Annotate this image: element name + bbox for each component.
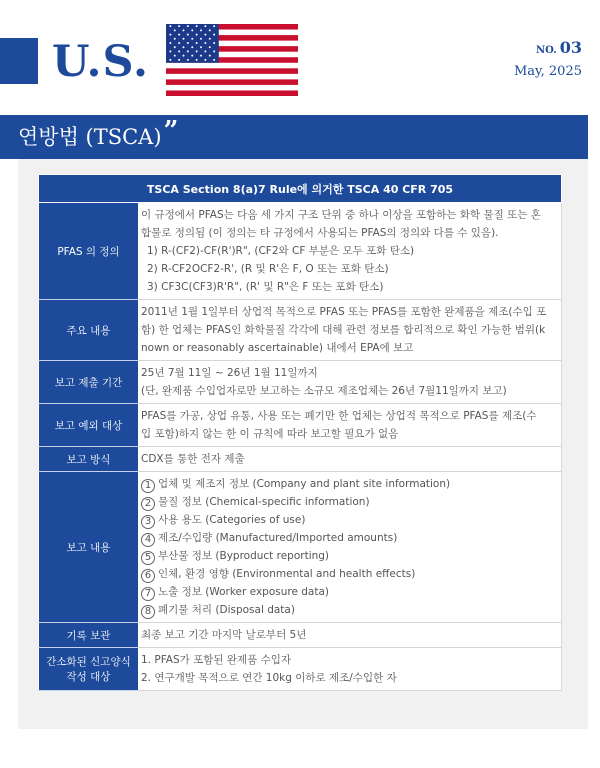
flag-star — [196, 59, 198, 61]
content-line: 입 포함)하지 않는 한 이 규칙에 따라 보고할 필요가 없음 — [141, 428, 399, 440]
flag-star — [196, 34, 198, 36]
report-item-text: 제조/수입량 (Manufactured/Imported amounts) — [158, 532, 398, 544]
row-label-line: 간소화된 신고양식 — [46, 656, 131, 668]
tsca-info-table — [38, 174, 562, 691]
content-line: 함) 한 업체는 PFAS인 화학물질 각각에 대해 관련 정보를 합리적으로 확인 가능한 범위(k — [141, 324, 546, 336]
report-item — [141, 475, 555, 493]
row-label: 보고 제출 기간 — [39, 361, 139, 404]
flag-star — [200, 46, 202, 48]
row-label: 주요 내용 — [39, 300, 139, 361]
row-content — [139, 472, 562, 623]
header-accent-bar — [0, 38, 38, 84]
table-row — [39, 361, 562, 404]
content-line: 1. PFAS가 포함된 완제품 수입자 — [141, 654, 292, 666]
row-content — [139, 648, 562, 691]
flag-star — [187, 59, 189, 61]
row-label: 보고 예외 대상 — [39, 404, 139, 447]
flag-star — [191, 46, 193, 48]
table-heading: TSCA Section 8(a)7 Rule에 의거한 TSCA 40 CFR 705 — [39, 175, 562, 203]
flag-star — [204, 25, 206, 27]
content-line: 1) R-(CF2)-CF(R')R", (CF2와 CF 부분은 모두 포화 탄소) — [147, 245, 415, 257]
flag-star — [196, 50, 198, 52]
row-label: PFAS 의 정의 — [39, 203, 139, 300]
flag-star — [204, 42, 206, 44]
table-row — [39, 447, 562, 472]
circled-number-icon: 5 — [141, 551, 155, 565]
flag-star — [191, 55, 193, 57]
country-title: U.S. — [52, 37, 150, 87]
row-content — [139, 203, 562, 300]
flag-star — [209, 38, 211, 40]
flag-star — [209, 46, 211, 48]
report-item — [141, 529, 555, 547]
quote-mark-icon: ” — [163, 116, 179, 146]
row-content — [139, 300, 562, 361]
content-line: 3) CF3C(CF3)R'R", (R' 및 R"은 F 또는 포화 탄소) — [147, 281, 384, 293]
content-line: nown or reasonably ascertainable) 내에서 EPA에 보고 — [141, 342, 414, 354]
flag-star — [169, 59, 171, 61]
flag-star — [169, 50, 171, 52]
row-content — [139, 361, 562, 404]
flag-star — [187, 42, 189, 44]
report-item-text: 사용 용도 (Categories of use) — [158, 514, 306, 526]
flag-star — [183, 46, 185, 48]
row-label: 보고 내용 — [39, 472, 139, 623]
content-line: (단, 완제품 수입업자로만 보고하는 소규모 제조업체는 26년 7월11일까지 보고) — [141, 385, 507, 397]
flag-star — [191, 29, 193, 31]
report-item-text: 부산물 정보 (Byproduct reporting) — [158, 550, 330, 562]
flag-star — [174, 55, 176, 57]
us-flag-icon — [166, 24, 298, 96]
content-line: 25년 7월 11일 ~ 26년 1월 11일까지 — [141, 367, 318, 379]
table-row — [39, 300, 562, 361]
circled-number-icon: 8 — [141, 605, 155, 619]
report-item — [141, 511, 555, 529]
flag-star — [213, 42, 215, 44]
content-line: 2. 연구개발 목적으로 연간 10kg 이하로 제조/수입한 자 — [141, 672, 397, 684]
flag-star — [213, 34, 215, 36]
circled-number-icon: 4 — [141, 533, 155, 547]
flag-star — [187, 25, 189, 27]
flag-star — [183, 55, 185, 57]
circled-number-icon: 6 — [141, 569, 155, 583]
flag-star — [209, 55, 211, 57]
content-line: CDX를 통한 전자 제출 — [141, 453, 245, 465]
table-row — [39, 623, 562, 648]
flag-star — [200, 55, 202, 57]
flag-star — [196, 42, 198, 44]
content-line: 합물로 정의됨 (이 정의는 타 규정에서 사용되는 PFAS의 정의와 다를 수 있음). — [141, 227, 499, 239]
flag-star — [178, 50, 180, 52]
flag-star — [183, 38, 185, 40]
circled-number-icon: 2 — [141, 497, 155, 511]
row-label: 보고 방식 — [39, 447, 139, 472]
flag-star — [178, 59, 180, 61]
report-item-text: 폐기물 처리 (Disposal data) — [158, 604, 295, 616]
report-item — [141, 601, 555, 619]
report-item — [141, 583, 555, 601]
flag-star — [178, 25, 180, 27]
section-title: 연방법 (TSCA) — [18, 125, 162, 149]
flag-star — [209, 29, 211, 31]
issue-date: May, 2025 — [513, 64, 582, 79]
flag-star — [183, 29, 185, 31]
content-line: PFAS를 가공, 상업 유통, 사용 또는 폐기만 한 업체는 상업적 목적으로 PFAS를 제조(수 — [141, 410, 537, 422]
content-line: 최종 보고 기간 마지막 날로부터 5년 — [141, 629, 307, 641]
flag-star — [178, 42, 180, 44]
flag-star — [200, 29, 202, 31]
report-item-text: 업체 및 제조지 정보 (Company and plant site information) — [158, 478, 451, 490]
row-label-line: 작성 대상 — [66, 671, 111, 683]
section-title-bar — [0, 115, 588, 159]
table-row — [39, 203, 562, 300]
table-row — [39, 472, 562, 623]
flag-star — [191, 38, 193, 40]
row-content — [139, 404, 562, 447]
report-item — [141, 565, 555, 583]
content-line: 2011년 1월 1일부터 상업적 목적으로 PFAS 또는 PFAS를 포함한 완제품을 제조(수입 포 — [141, 306, 547, 318]
circled-number-icon: 7 — [141, 587, 155, 601]
circled-number-icon: 3 — [141, 515, 155, 529]
flag-star — [213, 25, 215, 27]
issue-label: NO. — [535, 45, 557, 56]
flag-star — [169, 42, 171, 44]
issue-number: 03 — [559, 38, 582, 57]
flag-star — [213, 50, 215, 52]
flag-star — [174, 29, 176, 31]
flag-star — [187, 50, 189, 52]
flag-star — [204, 50, 206, 52]
content-line: 이 규정에서 PFAS는 다음 세 가지 구조 단위 중 하나 이상을 포함하는 화학 물질 또는 혼 — [141, 209, 541, 221]
report-item — [141, 547, 555, 565]
row-label — [39, 648, 139, 691]
row-content — [139, 447, 562, 472]
flag-star — [204, 34, 206, 36]
flag-star — [196, 25, 198, 27]
circled-number-icon: 1 — [141, 479, 155, 493]
row-content — [139, 623, 562, 648]
flag-star — [169, 25, 171, 27]
report-item — [141, 493, 555, 511]
flag-star — [187, 34, 189, 36]
flag-star — [174, 46, 176, 48]
table-row — [39, 404, 562, 447]
content-line: 2) R-CF2OCF2-R', (R 및 R'은 F, O 또는 포화 탄소) — [147, 263, 389, 275]
flag-star — [204, 59, 206, 61]
flag-star — [213, 59, 215, 61]
report-item-text: 노출 정보 (Worker exposure data) — [158, 586, 330, 598]
report-item-text: 인체, 환경 영향 (Environmental and health effects) — [158, 568, 416, 580]
table-row — [39, 648, 562, 691]
flag-star — [200, 38, 202, 40]
flag-star — [174, 38, 176, 40]
row-label: 기록 보관 — [39, 623, 139, 648]
issue-info — [514, 38, 582, 83]
flag-star — [169, 34, 171, 36]
report-item-text: 물질 정보 (Chemical-specific information) — [158, 496, 370, 508]
flag-star — [178, 34, 180, 36]
